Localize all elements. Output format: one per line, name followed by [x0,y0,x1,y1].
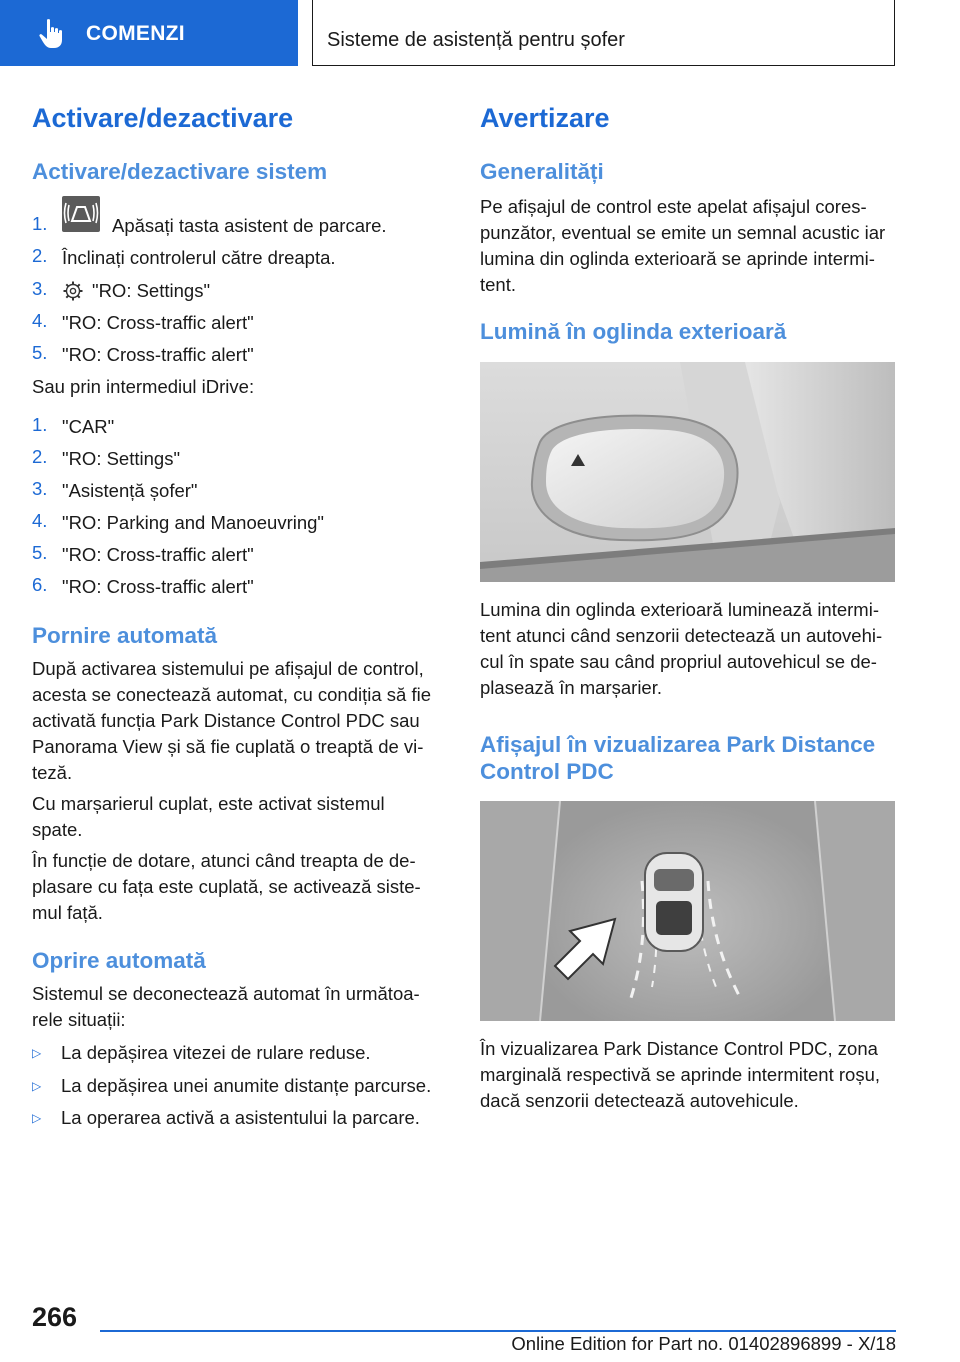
step-number: 4. [32,510,48,531]
heading-auto-stop: Oprire automată [32,948,206,973]
step-number: 1. [32,414,48,435]
step-number: 6. [32,574,48,595]
gear-icon [62,280,84,302]
paragraph-line: Lumina din oglinda exterioară luminează intermi- [480,599,879,620]
step-number: 3. [32,278,48,299]
paragraph-line: tent. [480,274,516,295]
paragraph-line: În funcție de dotare, atunci când treapta de de- [32,850,416,871]
step-text: "Asistență șofer" [62,480,198,501]
paragraph-line: dacă senzorii detectează autovehicule. [480,1090,799,1111]
pdc-view-illustration [480,801,895,1021]
step-text: "RO: Settings" [92,280,211,301]
page-number: 266 [32,1302,78,1332]
chapter-tab[interactable] [0,0,298,66]
heading-warning: Avertizare [480,103,610,133]
step-text: "CAR" [62,416,115,437]
paragraph-line: cul în spate sau când propriul autovehicul se de- [480,651,877,672]
step-text: "RO: Cross-traffic alert" [62,344,254,365]
paragraph-line: plasează în marșarier. [480,677,663,698]
step-text: Înclinați controlerul către dreapta. [62,247,336,268]
heading-activation: Activare/dezactivare [32,103,294,133]
paragraph-line: Cu marșarierul cuplat, este activat sistemul [32,793,385,814]
paragraph-line: punzător, eventual se emite un semnal acustic iar [480,222,886,243]
paragraph-line: tent atunci când senzorii detectează un autovehi- [480,625,883,646]
heading-pdc-view-line2: Control PDC [480,759,614,784]
paragraph-line: marginală respectivă se aprinde intermitent roșu, [480,1064,880,1085]
heading-pdc-view: Afișajul în vizualizarea Park Distance [480,732,876,757]
heading-general: Generalități [480,159,604,184]
bullet-triangle-icon: ▷ [32,1079,42,1093]
step-number: 3. [32,478,48,499]
paragraph-line: plasare cu fața este cuplată, se activează siste- [32,876,421,897]
paragraph-line: Pe afișajul de control este apelat afișajul cores- [480,196,867,217]
bullet-text: La depășirea vitezei de rulare reduse. [61,1042,371,1063]
step-number: 1. [32,213,48,234]
mirror-light-illustration [480,362,895,582]
paragraph-line: spate. [32,819,83,840]
hand-pointer-icon [38,18,68,50]
step-text: "RO: Cross-traffic alert" [62,576,254,597]
bullet-text: La operarea activă a asistentului la parcare. [61,1107,420,1128]
step-text: "RO: Cross-traffic alert" [62,544,254,565]
section-title: Sisteme de asistență pentru șofer [327,29,625,51]
paragraph-line: teză. [32,762,73,783]
idrive-intro: Sau prin intermediul iDrive: [32,376,255,397]
park-assist-button-icon [62,196,100,232]
step-number: 5. [32,542,48,563]
step-number: 2. [32,446,48,467]
footer-edition: Online Edition for Part no. 01402896899 - X/18 [511,1333,896,1354]
step-text: "RO: Parking and Manoeuvring" [62,512,324,533]
step-number: 5. [32,342,48,363]
paragraph-line: În vizualizarea Park Distance Control PDC, zona [480,1038,878,1059]
step-text: Apăsați tasta asistent de parcare. [112,215,387,236]
footer-rule [100,1330,896,1332]
bullet-triangle-icon: ▷ [32,1111,42,1125]
section-header [312,0,895,66]
chapter-tab-label: COMENZI [86,22,185,45]
bullet-triangle-icon: ▷ [32,1046,42,1060]
step-number: 2. [32,245,48,266]
paragraph-line: mul față. [32,902,103,923]
step-number: 4. [32,310,48,331]
paragraph-line: rele situații: [32,1009,126,1030]
paragraph-line: Sistemul se deconectează automat în următoa- [32,983,420,1004]
bullet-text: La depășirea unei anumite distanțe parcurse. [61,1075,432,1096]
paragraph-line: acesta se conectează automat, cu condiția să fie [32,684,432,705]
paragraph-line: Panorama View și să fie cuplată o treaptă de vi- [32,736,424,757]
paragraph-line: activată funcția Park Distance Control PDC sau [32,710,420,731]
heading-mirror-light: Lumină în oglinda exterioară [480,319,787,344]
heading-auto-start: Pornire automată [32,623,218,648]
step-text: "RO: Settings" [62,448,181,469]
heading-activation-system: Activare/dezactivare sistem [32,159,328,184]
park-assist-icon [62,196,100,232]
paragraph-line: lumina din oglinda exterioară se aprinde intermi- [480,248,875,269]
step-text: "RO: Cross-traffic alert" [62,312,254,333]
paragraph-line: După activarea sistemului pe afișajul de control, [32,658,424,679]
